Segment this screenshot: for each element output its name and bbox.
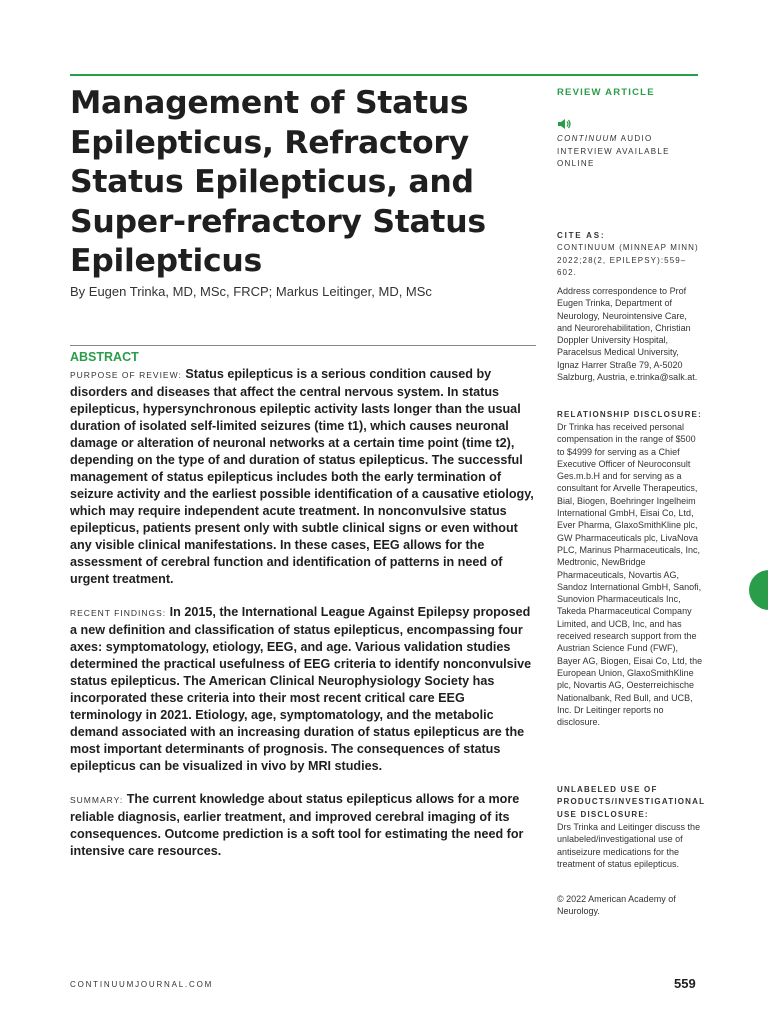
relationship-disclosure-text: Dr Trinka has received personal compensation in the range of $500 to $4999 for serving as a Chief Executive Officer of Neuroconsult Ges.m.b.H and for serving as a consultant for Arvelle Therapeutics, Bial, Biogen, Boehringer Ingelheim International GmbH, Eisai Co, Ltd, Ever Pharma, GlaxoSmithKline plc, GW Pharmaceuticals plc, LivaNova PLC, Marinus Pharmaceuticals, Inc, Medtronic, NewBridge Pharmaceuticals, Novartis AG, Sandoz International GmbH, Sanofi, Sunovion Pharmaceuticals Inc, Takeda Pharmaceutical Company Limited, and UCB, Inc, and has received research support from the Austrian Science Fund (FWF), Bayer AG, Biogen, Eisai Co, Ltd, the European Union, GlaxoSmithKline plc, Novartis AG, Oesterreichische Nationalbank, Red Bull, and UCB, Inc. Dr Leitinger reports no disclosure.	[557, 422, 703, 728]
unlabeled-use-heading: UNLABELED USE OF PRODUCTS/INVESTIGATIONAL USE DISCLOSURE:	[557, 785, 706, 819]
audio-line-1-rest: AUDIO	[617, 134, 653, 143]
journal-url[interactable]: CONTINUUMJOURNAL.COM	[70, 980, 214, 989]
article-title: Management of Status Epilepticus, Refractory Status Epilepticus, and Super-refractory Status Epilepticus	[70, 85, 486, 279]
citation	[557, 242, 703, 280]
speaker-icon[interactable]	[557, 118, 571, 130]
audio-interview-note[interactable]	[557, 133, 703, 171]
copyright: © 2022 American Academy of Neurology.	[557, 894, 676, 917]
abstract-body	[70, 366, 540, 876]
cite-heading: CITE AS:	[557, 231, 606, 240]
summary-label: SUMMARY:	[70, 795, 124, 805]
audio-line-3: ONLINE	[557, 159, 595, 169]
review-article-label: REVIEW ARTICLE	[557, 87, 655, 98]
article-authors: By Eugen Trinka, MD, MSc, FRCP; Markus Leitinger, MD, MSc	[70, 284, 432, 299]
relationship-disclosure-heading: RELATIONSHIP DISCLOSURE:	[557, 410, 702, 419]
cite-line-2: 2022;28(2, EPILEPSY):559–602.	[557, 255, 687, 278]
abstract-summary	[70, 791, 540, 860]
audio-journal-name: CONTINUUM	[557, 134, 618, 143]
correspondence-address: Address correspondence to Prof Eugen Trinka, Department of Neurology, Neurointensive Care, and Neurorehabilitation, Christian Doppler University Hospital, Paracelsus Medical University, Ignaz Harrer Straße 79, A-5020 Salzburg, Austria, e.trinka@salk.at.	[557, 286, 698, 383]
purpose-text: Status epilepticus is a serious condition caused by disorders and diseases that affect the central nervous system. In status epilepticus, hypersynchronous epileptic activity lasts longer than the usual duration of isolated self-limited seizures (time t1), which causes neuronal damage or alteration of neuronal networks at a certain time point (time t2), depending on the type of and duration of status epilepticus. The successful management of status epilepticus includes both the early termination of seizure activity and the earliest possible identification of a causative etiology, which may require independent acute treatment. In nonconvulsive status epilepticus, patients present only with subtle clinical signs or even without any visible clinical manifestations. In these cases, EEG allows for the assessment of cerebral function and identification of patterns in need of urgent treatment.	[70, 367, 534, 586]
purpose-label: PURPOSE OF REVIEW:	[70, 370, 182, 380]
summary-text: The current knowledge about status epilepticus allows for a more reliable diagnosis, earlier treatment, and improved cerebral imaging of its consequences. Outcome prediction is a soft tool for estimating the need for intensive care resources.	[70, 792, 524, 858]
cite-line-1: CONTINUUM (MINNEAP MINN)	[557, 243, 699, 252]
abstract-purpose	[70, 366, 540, 588]
abstract-rule	[70, 345, 536, 346]
findings-label: RECENT FINDINGS:	[70, 608, 167, 618]
abstract-heading: ABSTRACT	[70, 350, 139, 364]
audio-line-1	[557, 133, 703, 146]
section-tab-marker	[749, 570, 768, 610]
page-number: 559	[674, 976, 696, 991]
abstract-findings	[70, 604, 540, 775]
unlabeled-use-text: Drs Trinka and Leitinger discuss the unlabeled/investigational use of antiseizure medications for the treatment of status epilepticus.	[557, 822, 701, 869]
findings-text: In 2015, the International League Against Epilepsy proposed a new definition and classification of status epilepticus, encompassing four axes: symptomatology, etiology, EEG, and age. Various validation studies determined the practical usefulness of EEG criteria to identify nonconvulsive status epilepticus. The American Clinical Neurophysiology Society has incorporated these criteria into their most recent critical care EEG terminology in 2021. Etiology, age, symptomatology, and the metabolic demand associated with an increasing duration of status epilepticus are the most important determinants of prognosis. The consequences of status epilepticus can be visualized in vivo by MRI studies.	[70, 605, 532, 773]
audio-line-2: INTERVIEW AVAILABLE	[557, 146, 670, 156]
top-rule	[70, 74, 698, 76]
